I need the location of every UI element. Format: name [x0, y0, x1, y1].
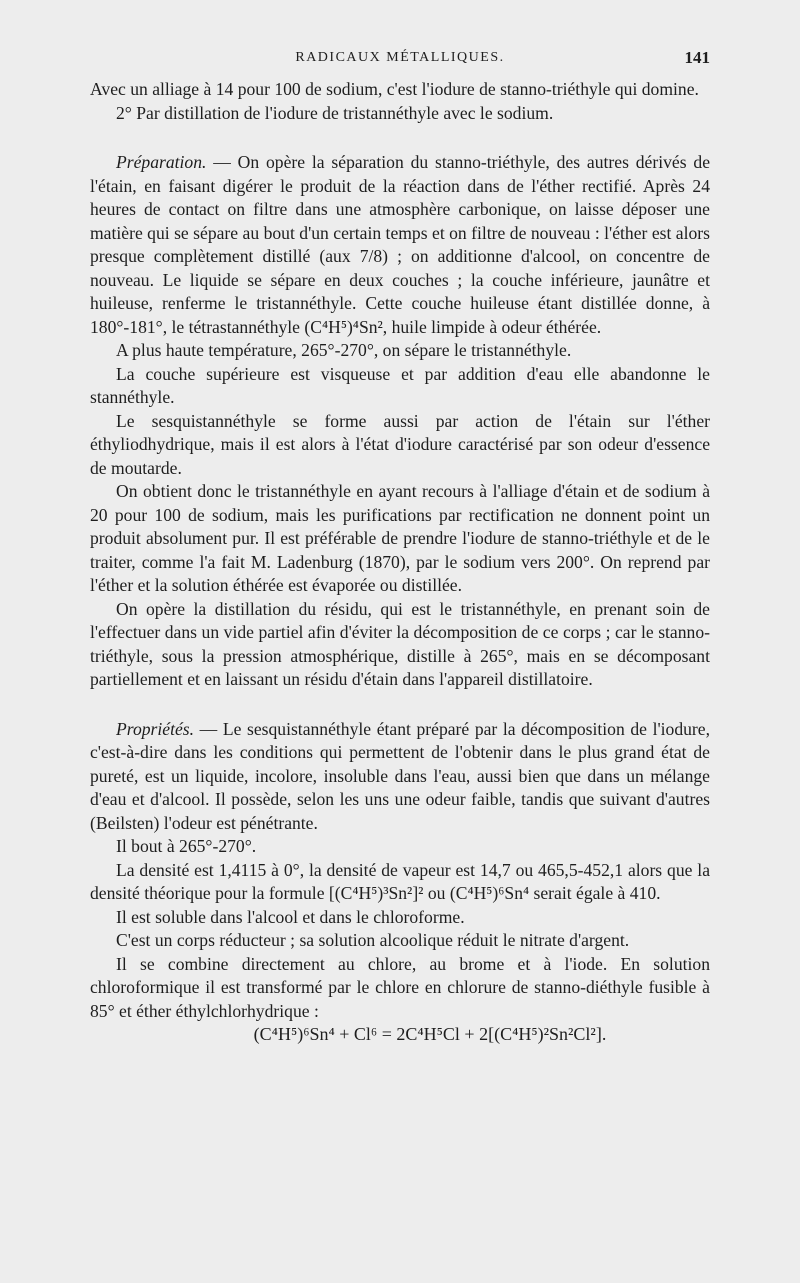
paragraph: Il se combine directement au chlore, au brome et à l'iode. En solution chloroformique il est transformé par le chlore en chlorure de stanno-diéthyle fusible à 85° et éther éthylchlorhydrique : [90, 953, 710, 1021]
paragraph: La couche supérieure est visqueuse et par addition d'eau elle abandonne le stannéthyle. [90, 363, 710, 407]
page-header [90, 48, 710, 72]
section-heading: Préparation. [116, 152, 207, 172]
paragraph: A plus haute température, 265°-270°, on sépare le tristannéthyle. [116, 340, 572, 360]
page-number: 141 [684, 48, 710, 67]
paragraph: Il bout à 265°-270°. [116, 836, 257, 856]
body-text [90, 78, 710, 1047]
paragraph: La densité est 1,4115 à 0°, la densité de vapeur est 14,7 ou 465,5-452,1 alors que la densité théorique pour la formule [(C⁴H⁵)³Sn²]² ou (C⁴H⁵)⁶Sn⁴ serait égale à 410. [90, 859, 710, 903]
paragraph: On opère la distillation du résidu, qui est le tristannéthyle, en prenant soin de l'effectuer dans un vide partiel afin d'éviter la décomposition de ce corps ; car le stanno-triéthyle, sous la pression atmosphérique, distille à 265°, mais en se décomposant partiellement et en laissant un résidu d'étain dans l'appareil distillatoire. [90, 598, 710, 689]
section-preparation: Préparation. — On opère la séparation du stanno-triéthyle, des autres dérivés de l'étain, en faisant digérer le produit de la réaction dans de l'éther rectifié. Après 24 heures de contact on filtre dans une atmosphère carbonique, on laisse déposer une matière qui se sépare au bout d'un certain temps et on filtre de nouveau : l'éther est alors presque complètement distillé (aux 7/8) ; on additionne d'alcool, on concentre de nouveau. Le liquide se sépare en deux couches ; la couche inférieure, jaunâtre et huileuse, renferme le tristannéthyle. Cette couche huileuse étant distillée donne, à 180°-181°, le tétrastannéthyle (C⁴H⁵)⁴Sn², huile limpide à odeur éthérée. [90, 152, 710, 337]
section-proprietes: Propriétés. — Le sesquistannéthyle étant préparé par la décomposition de l'iodure, c'est-à-dire dans les conditions qui permettent de l'obtenir dans le plus grand état de pureté, est un liquide, incolore, insoluble dans l'eau, aussi bien que dans un mélange d'eau et d'alcool. Il possède, selon les uns une odeur faible, tandis que suivant d'autres (Beilsten) l'odeur est pénétrante. [90, 718, 710, 833]
paragraph: Il est soluble dans l'alcool et dans le chloroforme. [116, 906, 465, 927]
chemical-equation: (C⁴H⁵)⁶Sn⁴ + Cl⁶ = 2C⁴H⁵Cl + 2[(C⁴H⁵)²Sn²Cl²]. [253, 1024, 607, 1044]
paragraph: C'est un corps réducteur ; sa solution alcoolique réduit le nitrate d'argent. [116, 930, 630, 950]
section-heading: Propriétés. [116, 718, 195, 739]
paragraph: Avec un alliage à 14 pour 100 de sodium, c'est l'iodure de stanno-triéthyle qui domine. [90, 79, 699, 99]
running-title: RADICAUX MÉTALLIQUES. [295, 50, 505, 65]
paragraph: Le sesquistannéthyle se forme aussi par action de l'étain sur l'éther éthyliodhydrique, mais il est alors à l'état d'iodure caractérisé par son odeur d'essence de moutarde. [90, 410, 710, 478]
paragraph: On obtient donc le tristannéthyle en ayant recours à l'alliage d'étain et de sodium à 20 pour 100 de sodium, mais les purifications par rectification ne donnent point un produit absolument pur. Il est préférable de prendre l'iodure de stanno-triéthyle et de le traiter, comme l'a fait M. Ladenburg (1870), par le sodium vers 200°. On reprend par l'éther et la solution éthérée est évaporée ou distillée. [90, 481, 710, 595]
paragraph: 2° Par distillation de l'iodure de tristannéthyle avec le sodium. [116, 102, 554, 123]
